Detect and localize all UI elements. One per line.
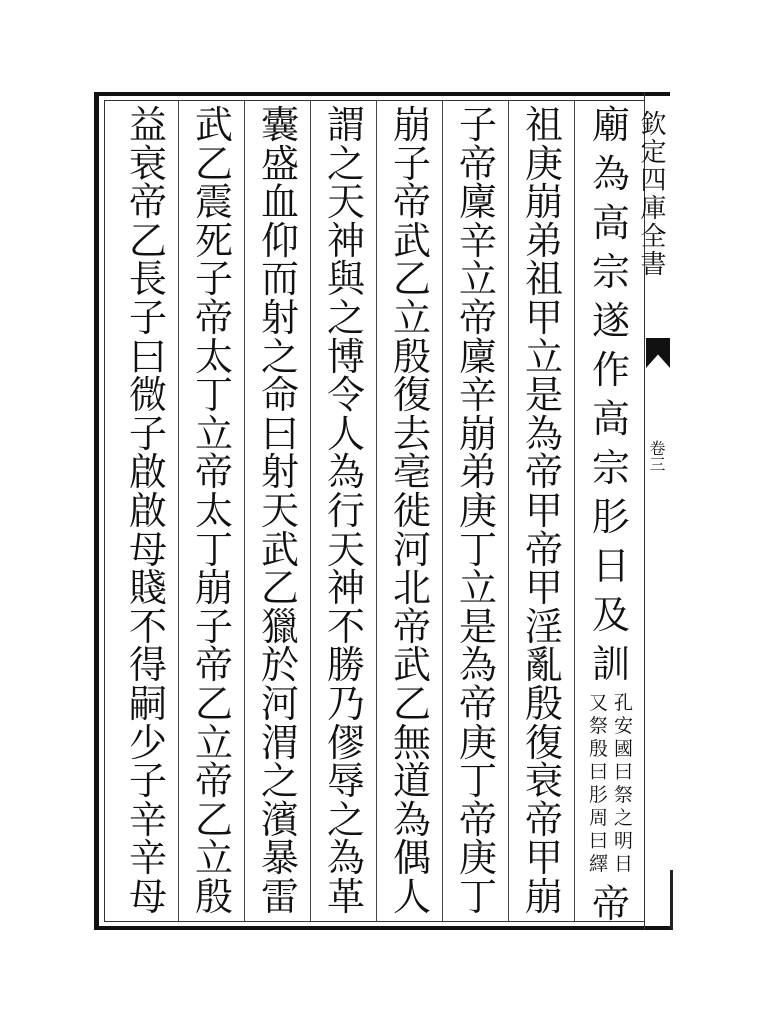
main-character: 丁 [194,527,233,572]
main-character: 辛 [458,373,497,418]
main-character: 天 [326,180,365,225]
main-character: 仰 [260,218,299,263]
main-character: 天 [326,527,365,572]
main-character: 殷 [392,334,431,379]
main-character: 不 [326,604,365,649]
main-character: 啟 [128,450,167,495]
main-character: 武 [392,643,431,688]
main-character: 崩 [524,874,563,919]
note-character: 孔 [614,692,634,714]
main-character: 為 [591,152,630,196]
main-character: 辛 [128,836,167,881]
main-character: 帝 [392,180,431,225]
column-rule [508,100,509,922]
main-character: 射 [260,450,299,495]
main-character: 亳 [392,450,431,495]
main-character: 勝 [326,643,365,688]
main-character: 神 [326,566,365,611]
main-character: 不 [128,604,167,649]
main-character: 辛 [128,797,167,842]
main-character: 崩 [458,411,497,456]
juan-label: 卷三 [647,440,666,472]
main-character: 啟 [128,488,167,533]
main-character: 立 [194,720,233,765]
main-character: 辱 [326,759,365,804]
main-character: 廟 [591,103,630,147]
main-character: 祖 [524,257,563,302]
text-column [583,103,639,926]
main-character: 與 [326,257,365,302]
main-character: 衰 [128,141,167,186]
main-character: 武 [260,527,299,572]
column-rule [376,100,377,922]
main-character: 行 [326,488,365,533]
main-character: 神 [326,218,365,263]
main-character: 帝 [524,797,563,842]
main-character: 微 [128,373,167,418]
note-character: 肜 [588,784,608,806]
main-character: 高 [591,201,630,245]
main-character: 為 [458,643,497,688]
main-character: 暴 [260,836,299,881]
main-character: 母 [128,527,167,572]
main-character: 帝 [392,604,431,649]
main-character: 廩 [458,334,497,379]
main-character: 乙 [392,681,431,726]
main-character: 子 [194,604,233,649]
main-character: 之 [326,141,365,186]
main-character: 獵 [260,604,299,649]
main-character: 乙 [128,218,167,263]
main-character: 庚 [524,141,563,186]
page-edge-mark [670,870,679,930]
main-character: 益 [128,103,167,147]
main-character: 為 [326,836,365,881]
main-character: 亂 [524,643,563,688]
main-character: 是 [458,604,497,649]
main-character: 崩 [194,566,233,611]
note-character: 繹 [588,853,608,875]
note-character: 曰 [588,761,608,783]
text-column [120,103,176,919]
main-character: 崩 [524,180,563,225]
main-character: 之 [260,759,299,804]
note-character: 殷 [588,738,608,760]
main-character: 天 [260,488,299,533]
main-character: 作 [591,348,630,392]
main-character: 庚 [458,836,497,881]
main-character: 立 [524,334,563,379]
main-character: 之 [260,334,299,379]
main-character: 復 [392,373,431,418]
main-character: 母 [128,874,167,919]
main-character: 乙 [194,141,233,186]
main-character: 太 [194,488,233,533]
main-character: 丁 [458,759,497,804]
main-character: 乙 [392,257,431,302]
note-character: 之 [614,807,634,829]
note-character: 祭 [588,715,608,737]
main-character: 盛 [260,141,299,186]
column-rule [310,100,311,922]
main-character: 命 [260,373,299,418]
commentary-line [614,694,633,874]
main-character: 子 [458,103,497,147]
note-character: 又 [588,692,608,714]
main-character: 嗣 [128,681,167,726]
main-character: 立 [458,257,497,302]
note-character: 周 [588,807,608,829]
main-character: 北 [392,566,431,611]
main-character: 僇 [326,720,365,765]
main-character: 肜 [591,495,630,539]
text-column [384,103,440,919]
main-character: 立 [194,836,233,881]
main-character: 立 [392,295,431,340]
main-character: 帝 [591,882,630,926]
book-title: 欽定四庫全書 [636,110,666,278]
main-character: 無 [392,720,431,765]
main-character: 淫 [524,604,563,649]
main-character: 子 [128,411,167,456]
main-character: 子 [194,257,233,302]
main-character: 子 [128,295,167,340]
main-character: 祖 [524,103,563,147]
main-character: 為 [524,411,563,456]
main-character: 血 [260,180,299,225]
main-character: 徙 [392,488,431,533]
main-character: 之 [326,295,365,340]
main-character: 帝 [524,527,563,572]
text-column [450,103,506,919]
note-character: 安 [614,715,634,737]
main-character: 武 [194,103,233,147]
main-character: 乙 [260,566,299,611]
main-character: 弟 [458,450,497,495]
main-character: 崩 [392,103,431,147]
main-character: 武 [392,218,431,263]
main-character: 庚 [458,488,497,533]
main-character: 殷 [194,874,233,919]
main-character: 為 [326,450,365,495]
main-character: 為 [392,797,431,842]
main-character: 及 [591,593,630,637]
main-character: 丁 [194,373,233,418]
main-character: 復 [524,720,563,765]
commentary-line [589,694,608,874]
main-character: 衰 [524,759,563,804]
main-character: 丁 [458,874,497,919]
main-character: 庚 [458,720,497,765]
main-character: 少 [128,720,167,765]
main-character: 謂 [326,103,365,147]
main-character: 乙 [194,797,233,842]
main-character: 去 [392,411,431,456]
main-character: 人 [326,411,365,456]
text-column [252,103,308,919]
note-character: 曰 [588,830,608,852]
main-character: 人 [392,874,431,919]
main-character: 曰 [128,334,167,379]
main-character: 高 [591,397,630,441]
main-character: 乃 [326,681,365,726]
main-character: 賤 [128,566,167,611]
main-character: 長 [128,257,167,302]
note-character: 祭 [614,784,634,806]
main-character: 濱 [260,797,299,842]
main-character: 帝 [194,643,233,688]
column-rule [244,100,245,922]
main-character: 辛 [458,218,497,263]
main-character: 囊 [260,103,299,147]
main-character: 子 [128,759,167,804]
main-character: 帝 [458,141,497,186]
main-character: 河 [392,527,431,572]
main-character: 死 [194,218,233,263]
main-character: 是 [524,373,563,418]
main-character: 之 [326,797,365,842]
main-character: 帝 [458,681,497,726]
main-character: 太 [194,334,233,379]
main-character: 曰 [260,411,299,456]
main-character: 立 [458,566,497,611]
column-rule [574,100,575,922]
main-character: 日 [591,544,630,588]
note-character: 日 [614,853,634,875]
main-character: 帝 [458,295,497,340]
main-character: 博 [326,334,365,379]
text-column [516,103,572,919]
main-character: 丁 [458,527,497,572]
commentary-note [589,694,633,874]
note-character: 曰 [614,761,634,783]
main-character: 帝 [128,180,167,225]
main-character: 立 [194,411,233,456]
main-character: 遂 [591,299,630,343]
main-character: 帝 [194,295,233,340]
main-character: 宗 [591,446,630,490]
note-character: 國 [614,738,634,760]
main-character: 甲 [524,836,563,881]
main-character: 訓 [591,642,630,686]
column-rule [178,100,179,922]
main-character: 而 [260,257,299,302]
main-character: 射 [260,295,299,340]
main-character: 帝 [458,797,497,842]
main-character: 渭 [260,720,299,765]
main-character: 於 [260,643,299,688]
column-rule [442,100,443,922]
main-character: 帝 [524,450,563,495]
main-character: 河 [260,681,299,726]
main-character: 甲 [524,295,563,340]
main-character: 革 [326,874,365,919]
main-character: 道 [392,759,431,804]
main-character: 雷 [260,874,299,919]
main-character: 子 [392,141,431,186]
text-column [186,103,242,919]
main-character: 帝 [194,450,233,495]
main-character: 殷 [524,681,563,726]
note-character: 明 [614,830,634,852]
main-character: 宗 [591,250,630,294]
main-character: 弟 [524,218,563,263]
main-character: 震 [194,180,233,225]
text-column [318,103,374,919]
main-character: 乙 [194,681,233,726]
main-character: 甲 [524,566,563,611]
main-character: 令 [326,373,365,418]
main-character: 得 [128,643,167,688]
main-character: 甲 [524,488,563,533]
main-character: 廩 [458,180,497,225]
main-character: 帝 [194,759,233,804]
main-character: 偶 [392,836,431,881]
